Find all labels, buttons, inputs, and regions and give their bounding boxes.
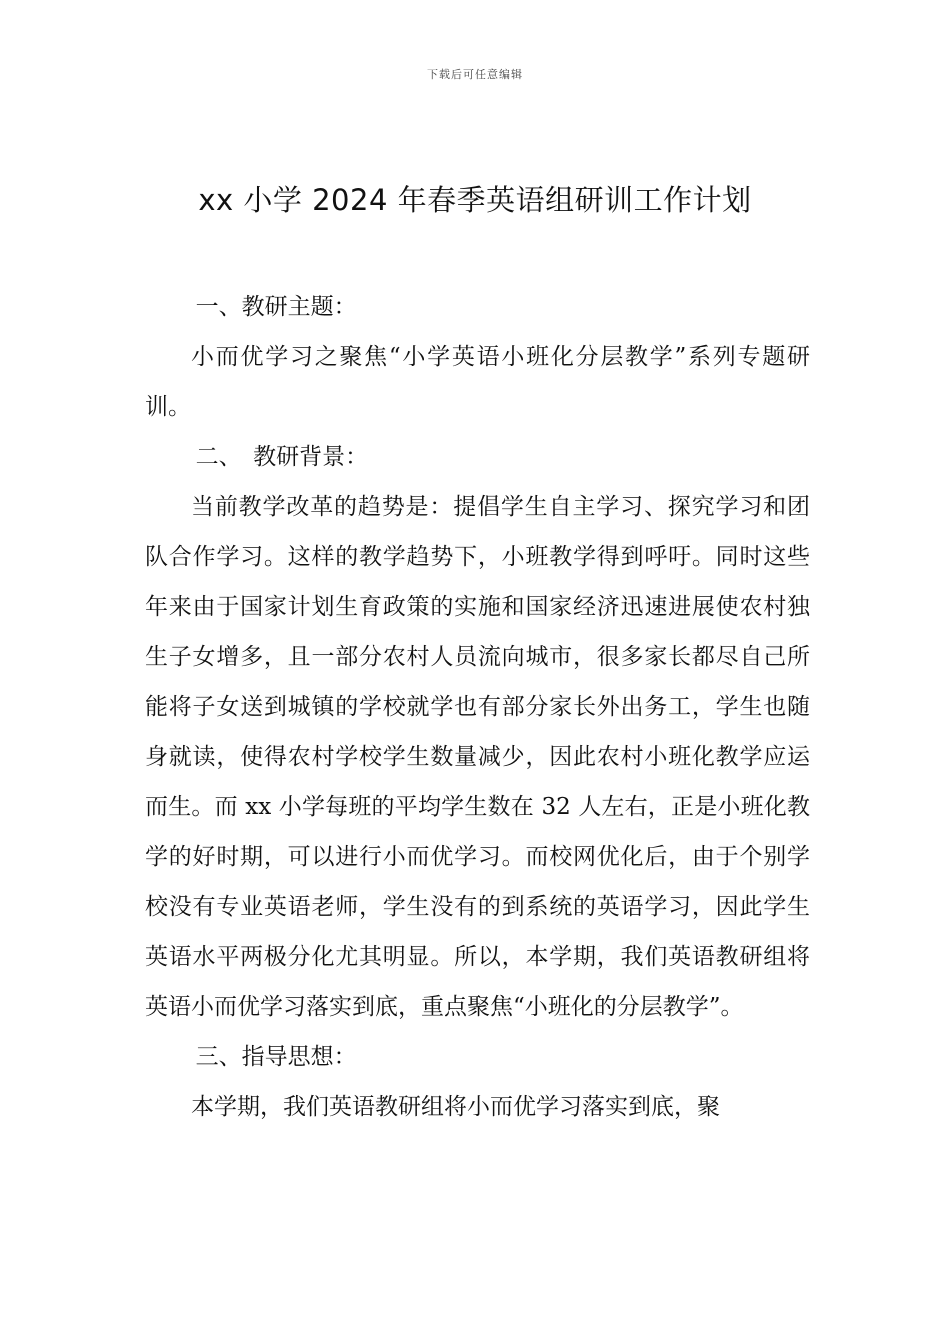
section-heading-guiding-ideology: 三、指导思想： <box>195 1044 357 1070</box>
document-title: xx 小学 2024 年春季英语组研训工作计划 <box>198 183 752 217</box>
section-heading-background: 二、 教研背景： <box>195 444 369 470</box>
document-body <box>145 282 810 1132</box>
paragraph-guiding-ideology: 本学期，我们英语教研组将小而优学习落实到底，聚 <box>191 1094 720 1120</box>
header-note: 下载后可任意编辑 <box>427 68 523 81</box>
section-heading-theme: 一、教研主题： <box>195 294 357 320</box>
paragraph-background: 当前教学改革的趋势是：提倡学生自主学习、探究学习和团队合作学习。这样的教学趋势下，小班教学得到呼吁。同时这些年来由于国家计划生育政策的实施和国家经济迅速进展使农村独生子女增多，且一部分农村人员流向城市，很多家长都尽自己所能将子女送到城镇的学校就学也有部分家长外出务工，学生也随身就读，使得农村学校学生数量减少，因此农村小班化教学应运而生。而 xx 小学每班的平均学生数在 32 人左右，正是小班化教学的好时期，可以进行小而优学习。而校网优化后，由于个别学校没有专业英语老师，学生没有的到系统的英语学习，因此学生英语水平两极分化尤其明显。所以，本学期，我们英语教研组将英语小而优学习落实到底，重点聚焦“小班化的分层教学”。 <box>145 494 810 1020</box>
paragraph-theme: 小而优学习之聚焦“小学英语小班化分层教学”系列专题研训。 <box>145 344 810 420</box>
